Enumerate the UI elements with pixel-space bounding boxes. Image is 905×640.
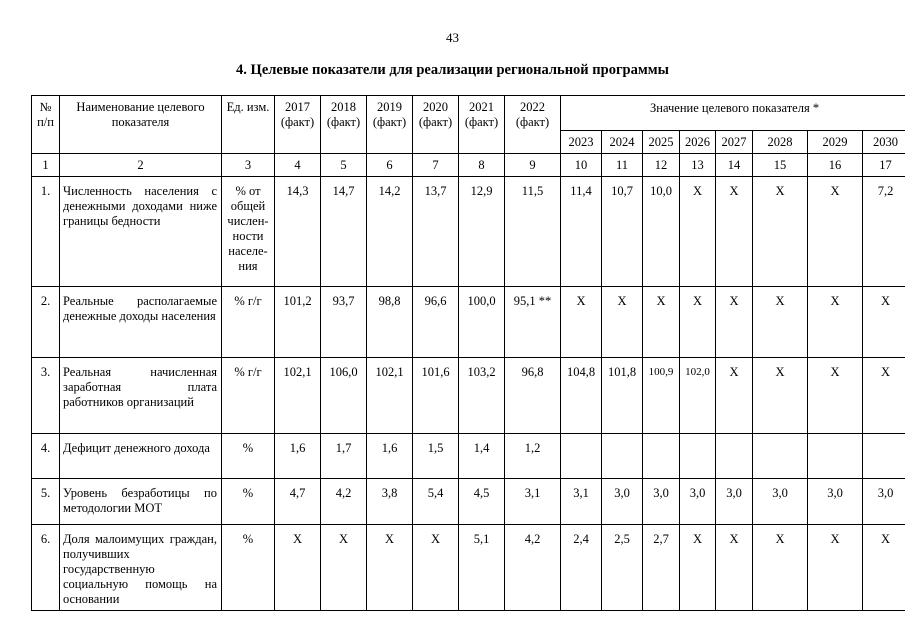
value-cell: 3,0 [753, 479, 808, 525]
value-cell: 1,6 [275, 434, 321, 479]
column-number: 6 [367, 154, 413, 177]
value-cell: 95,1 ** [505, 287, 561, 358]
value-cell: 106,0 [321, 358, 367, 434]
value-cell: 13,7 [413, 177, 459, 287]
column-number: 14 [716, 154, 753, 177]
header-num: № п/п [32, 96, 60, 154]
indicator-name: Реальная начисленная заработная плата работников организаций [60, 358, 222, 434]
header-unit: Ед. изм. [222, 96, 275, 154]
value-cell: Х [753, 177, 808, 287]
column-number: 17 [863, 154, 905, 177]
header-year-2017: 2017 (факт) [275, 96, 321, 154]
header-target-year: 2024 [602, 131, 643, 154]
value-cell [643, 434, 680, 479]
indicator-name: Дефицит денежного дохода [60, 434, 222, 479]
value-cell: 3,1 [505, 479, 561, 525]
column-number: 12 [643, 154, 680, 177]
value-cell: 3,0 [863, 479, 905, 525]
value-cell: Х [275, 525, 321, 611]
value-cell: Х [413, 525, 459, 611]
column-numbers-row [32, 154, 905, 177]
column-number: 3 [222, 154, 275, 177]
value-cell: Х [716, 287, 753, 358]
column-number: 4 [275, 154, 321, 177]
value-cell: Х [367, 525, 413, 611]
value-cell: 3,0 [680, 479, 716, 525]
value-cell: 1,2 [505, 434, 561, 479]
value-cell: 10,0 [643, 177, 680, 287]
column-number: 2 [60, 154, 222, 177]
value-cell: Х [561, 287, 602, 358]
row-number: 2. [32, 287, 60, 358]
value-cell: Х [602, 287, 643, 358]
header-target-year: 2025 [643, 131, 680, 154]
indicator-name: Численность населения с денежными доходами ниже границы бедности [60, 177, 222, 287]
indicator-name: Реальные располагаемые денежные доходы населения [60, 287, 222, 358]
document-title: 4. Целевые показатели для реализации региональной программы [236, 62, 669, 78]
value-cell: 3,0 [602, 479, 643, 525]
value-cell: Х [753, 287, 808, 358]
value-cell: Х [753, 358, 808, 434]
row-number: 5. [32, 479, 60, 525]
column-number: 5 [321, 154, 367, 177]
header-target-year: 2027 [716, 131, 753, 154]
column-number: 8 [459, 154, 505, 177]
unit: % [222, 479, 275, 525]
value-cell: Х [321, 525, 367, 611]
header-name: Наименование целевого показателя [60, 96, 222, 154]
indicator-name: Доля малоимущих граждан, получивших государственную социальную помощь на основании [60, 525, 222, 611]
value-cell: 5,1 [459, 525, 505, 611]
value-cell [863, 434, 905, 479]
column-number: 11 [602, 154, 643, 177]
value-cell: Х [863, 358, 905, 434]
value-cell [808, 434, 863, 479]
indicator-name: Уровень безработицы по методологии МОТ [60, 479, 222, 525]
value-cell: Х [680, 177, 716, 287]
row-number: 3. [32, 358, 60, 434]
unit: % от общей числен-ности населе-ния [222, 177, 275, 287]
value-cell: 104,8 [561, 358, 602, 434]
value-cell: 2,4 [561, 525, 602, 611]
value-cell: 101,6 [413, 358, 459, 434]
value-cell: 11,4 [561, 177, 602, 287]
row-number: 4. [32, 434, 60, 479]
value-cell [561, 434, 602, 479]
header-target-year: 2029 [808, 131, 863, 154]
header-year-2020: 2020 (факт) [413, 96, 459, 154]
value-cell: 3,0 [716, 479, 753, 525]
row-number: 1. [32, 177, 60, 287]
column-number: 1 [32, 154, 60, 177]
value-cell: 100,9 [643, 358, 680, 434]
table-row [32, 358, 905, 434]
table-row [32, 287, 905, 358]
header-target-year: 2023 [561, 131, 602, 154]
value-cell: 11,5 [505, 177, 561, 287]
table-row [32, 525, 905, 611]
value-cell: 4,2 [321, 479, 367, 525]
value-cell: Х [680, 525, 716, 611]
value-cell: 14,2 [367, 177, 413, 287]
value-cell: 14,3 [275, 177, 321, 287]
header-target-group: Значение целевого показателя * [561, 96, 905, 131]
value-cell: 12,9 [459, 177, 505, 287]
table-row [32, 434, 905, 479]
value-cell: 3,0 [643, 479, 680, 525]
header-year-2021: 2021 (факт) [459, 96, 505, 154]
value-cell: 98,8 [367, 287, 413, 358]
value-cell [602, 434, 643, 479]
header-year-2019: 2019 (факт) [367, 96, 413, 154]
value-cell: Х [716, 358, 753, 434]
table-row [32, 177, 905, 287]
value-cell: 10,7 [602, 177, 643, 287]
value-cell: 102,1 [275, 358, 321, 434]
column-number: 16 [808, 154, 863, 177]
value-cell: 4,7 [275, 479, 321, 525]
value-cell: 14,7 [321, 177, 367, 287]
value-cell: 103,2 [459, 358, 505, 434]
header-row [32, 96, 905, 131]
value-cell: 5,4 [413, 479, 459, 525]
value-cell: 96,8 [505, 358, 561, 434]
value-cell [716, 434, 753, 479]
value-cell: 7,2 [863, 177, 905, 287]
page-number: 43 [446, 30, 459, 45]
value-cell [680, 434, 716, 479]
value-cell: Х [716, 525, 753, 611]
value-cell: Х [680, 287, 716, 358]
value-cell: 101,2 [275, 287, 321, 358]
value-cell: 1,7 [321, 434, 367, 479]
column-number: 7 [413, 154, 459, 177]
value-cell: 102,0 [680, 358, 716, 434]
value-cell: 102,1 [367, 358, 413, 434]
value-cell: Х [863, 525, 905, 611]
value-cell: Х [808, 177, 863, 287]
unit: % г/г [222, 287, 275, 358]
value-cell: 93,7 [321, 287, 367, 358]
value-cell: 1,5 [413, 434, 459, 479]
column-number: 9 [505, 154, 561, 177]
row-number: 6. [32, 525, 60, 611]
value-cell: Х [753, 525, 808, 611]
table-row [32, 479, 905, 525]
value-cell: Х [716, 177, 753, 287]
column-number: 10 [561, 154, 602, 177]
header-target-year: 2026 [680, 131, 716, 154]
unit: % г/г [222, 358, 275, 434]
value-cell: 2,5 [602, 525, 643, 611]
value-cell: 3,1 [561, 479, 602, 525]
header-year-2022: 2022 (факт) [505, 96, 561, 154]
value-cell [753, 434, 808, 479]
column-number: 15 [753, 154, 808, 177]
value-cell: Х [808, 358, 863, 434]
value-cell: 3,0 [808, 479, 863, 525]
value-cell: 4,2 [505, 525, 561, 611]
value-cell: Х [808, 287, 863, 358]
value-cell: Х [643, 287, 680, 358]
value-cell: 2,7 [643, 525, 680, 611]
header-target-year: 2028 [753, 131, 808, 154]
value-cell: 1,6 [367, 434, 413, 479]
header-target-year: 2030 [863, 131, 905, 154]
value-cell: 101,8 [602, 358, 643, 434]
unit: % [222, 434, 275, 479]
indicators-table [31, 95, 905, 611]
value-cell: Х [863, 287, 905, 358]
header-year-2018: 2018 (факт) [321, 96, 367, 154]
value-cell: 96,6 [413, 287, 459, 358]
value-cell: 3,8 [367, 479, 413, 525]
column-number: 13 [680, 154, 716, 177]
value-cell: 1,4 [459, 434, 505, 479]
unit: % [222, 525, 275, 611]
value-cell: 4,5 [459, 479, 505, 525]
value-cell: Х [808, 525, 863, 611]
value-cell: 100,0 [459, 287, 505, 358]
